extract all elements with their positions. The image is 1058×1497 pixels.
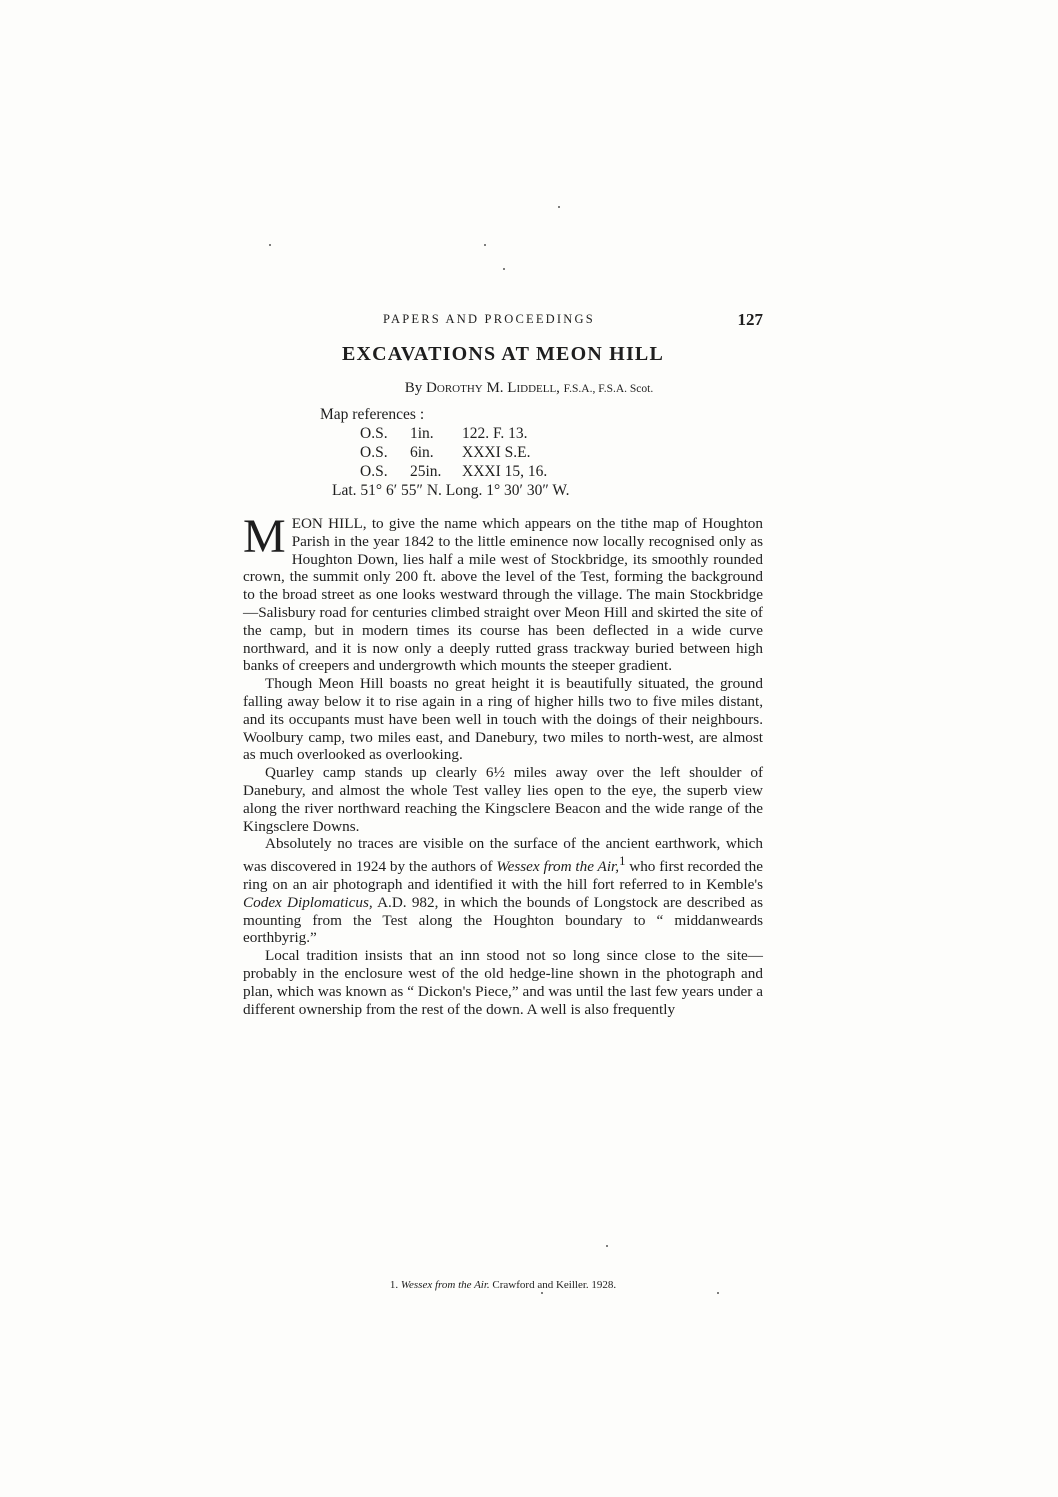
ref-scale: 25in.: [410, 463, 442, 480]
scan-speck: [269, 244, 271, 246]
author-name: Dorothy M. Liddell,: [426, 380, 560, 396]
article-title: EXCAVATIONS AT MEON HILL: [341, 343, 665, 365]
paragraph-1: [243, 510, 763, 675]
ref-scale: 1in.: [410, 425, 434, 442]
ref-sheet: 122. F. 13.: [462, 425, 528, 442]
map-reference-row: [360, 462, 720, 481]
ref-series: O.S.: [360, 425, 388, 442]
footnote-number: 1.: [389, 1279, 399, 1291]
ref-sheet: XXXI S.E.: [462, 444, 531, 461]
map-reference-row: [360, 424, 720, 443]
scan-speck: [558, 206, 560, 208]
ref-scale: 6in.: [410, 444, 434, 461]
paragraph-1-text: EON HILL, to give the name which appears on the tithe map of Houghton Parish in the year 1842 to the little eminence now locally recognised only as Houghton Down, lies half a mile west of Stockbridge, its smoothly rounded crown, the summit only 200 ft. above the level of the Test, forming the background to the broad street as one looks westward through the village. The main Stockbridge—Salisbury road for centuries climbed straight over Meon Hill and skirted the site of the camp, but in modern times its course has been deflected in a wide curve northward, and it is now only a deeply rutted grass trackway buried between high banks of creepers and undergrowth which mounts the steeper gradient.: [243, 515, 763, 675]
scan-speck: [503, 268, 505, 270]
scan-speck: [717, 1292, 719, 1294]
map-references-heading: Map references :: [320, 406, 425, 423]
paragraph-4-text-a: Absolutely no traces are visible on the surface of the ancient earthwork, which was discovered in 1924 by the authors of: [243, 835, 763, 876]
author-qualifications: F.S.A., F.S.A. Scot.: [563, 383, 654, 395]
paragraph-4-text-c: A.D. 982, in which the bounds of Longstock are described as mounting from the Test along the Houghton boundary to “ middanweards eorthbyrig.”: [243, 893, 763, 947]
paragraph-5: Local tradition insists that an inn stood not so long since close to the site—probably in the enclosure west of the old hedge-line shown in the photograph and plan, which was known as “ Dickon's Piece,” and was until the last few years under a different ownership from the rest of the down. A well is also frequently: [243, 947, 763, 1018]
page-number: 127: [737, 310, 763, 329]
paragraph-4: [243, 835, 763, 947]
paragraph-2: Though Meon Hill boasts no great height it is beautifully situated, the ground falling away below it to rise again in a ring of higher hills two to five miles distant, and its occupants must have been well in touch with the doings of their neighbours. Woolbury camp, two miles east, and Danebury, two miles to north-west, are almost as much overlooked as overlooking.: [243, 675, 763, 764]
citation-codex: Codex Diplomaticus,: [243, 893, 373, 911]
footnote-marker: 1: [619, 854, 626, 869]
map-reference-row: [360, 443, 720, 462]
ref-series: O.S.: [360, 444, 388, 461]
running-head: [243, 312, 763, 332]
ref-sheet: XXXI 15, 16.: [462, 463, 548, 480]
scan-speck: [606, 1245, 608, 1247]
scan-speck: [541, 1292, 543, 1294]
footnote-title: Wessex from the Air.: [400, 1279, 490, 1291]
lat-long: Lat. 51° 6′ 55″ N. Long. 1° 30′ 30″ W.: [332, 482, 570, 499]
footnote-rest: Crawford and Keiller. 1928.: [492, 1279, 617, 1291]
article-body: [243, 510, 764, 1018]
byline-prefix: By: [404, 380, 423, 396]
scan-speck: [484, 244, 486, 246]
byline: [0, 380, 1058, 397]
paragraph-3: Quarley camp stands up clearly 6½ miles away over the left shoulder of Danebury, and almost the whole Test valley lies open to the eye, the superb view along the river northward reaching the Kingsclere Beacon and the wide range of the Kingsclere Downs.: [243, 764, 763, 835]
drop-cap: M: [243, 510, 286, 563]
paragraph-4-text-b: who first recorded the ring on an air photograph and identified it with the hill fort referred to in Kemble's: [243, 858, 764, 893]
footnote: [243, 1279, 763, 1291]
map-references: [320, 405, 720, 500]
citation-wessex: Wessex from the Air,: [496, 858, 620, 876]
ref-series: O.S.: [360, 463, 388, 480]
running-head-section: PAPERS AND PROCEEDINGS: [383, 312, 595, 326]
